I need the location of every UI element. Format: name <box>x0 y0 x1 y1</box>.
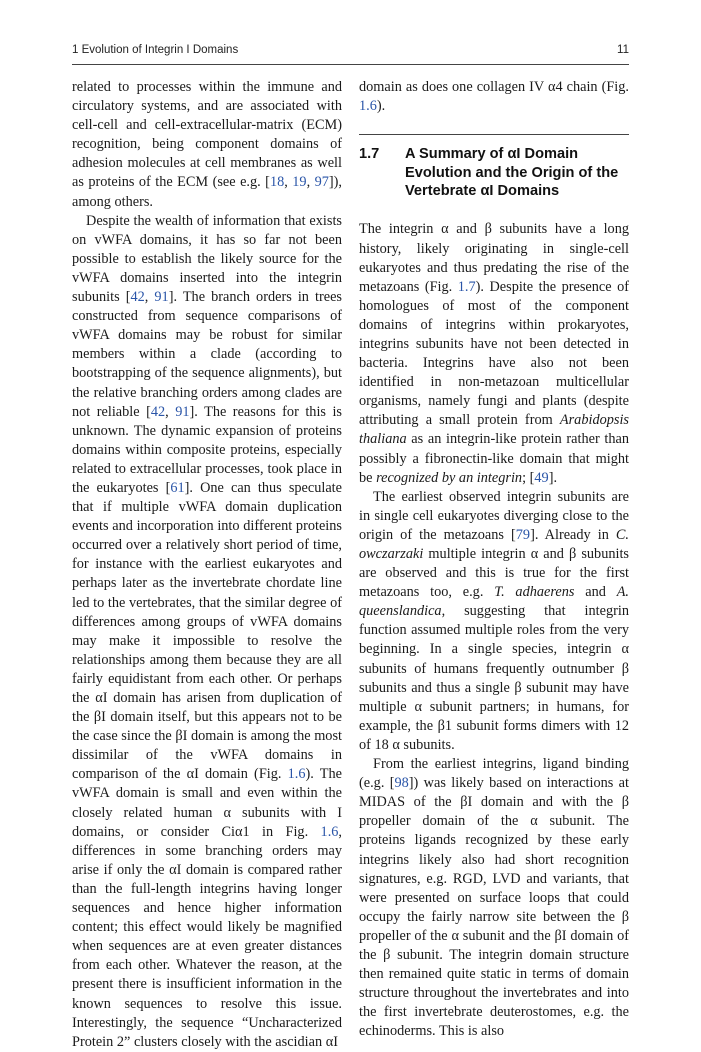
citation-link[interactable]: 42 <box>150 403 166 420</box>
section-rule <box>359 134 629 135</box>
citation-link[interactable]: 42 <box>130 289 145 306</box>
text-run: , <box>306 174 315 191</box>
text-run: domain as does one collagen IV α4 chain (Fig. <box>359 79 629 95</box>
section-number: 1.7 <box>359 146 380 163</box>
text-run: The earliest observed integrin subunits are in single cell eukaryotes diverging close to the origin of the metazoans [ <box>359 488 629 543</box>
citation-link[interactable]: 97 <box>314 174 329 191</box>
text-run: ]. One can thus speculate that if multiple vWFA domain duplication events and incorporation into different proteins occurred over a relatively short period of time, for instance with the earliest eukaryotes and perhaps later as the invertebrate chordate line led to the vertebrates, that the similar degree of differences among groups of vWFA domains may make it impossible to resolve the relationships among them because they are all fairly equidistant from each other. Or perhaps the αI domain has arisen from duplication of the βI domain itself, but this appears not to be the case since the βI domain is among the most dissimilar of the vWFA domains in comparison of the αI domain (Fig. <box>72 479 343 783</box>
citation-link[interactable]: 1.6 <box>320 823 339 840</box>
text-run: ). Despite the presence of homologues of most of the component domains of integrins within prokaryotes, integrins subunits have not been detected in bacteria. Integrins have also not been identified in non-metazoan multicellular organisms, namely fungi and plants (despite attributing a small protein from <box>359 278 629 429</box>
text-run: multiple integrin α and β subunits are observed and this is true for the first metazoans too, e.g. <box>359 546 629 601</box>
text-run: as an integrin-like protein rather than possibly a fibronectin-like domain that might be <box>359 431 629 486</box>
chapter-title: 1 Evolution of Integrin I Domains <box>72 44 239 56</box>
citation-link[interactable]: 98 <box>394 775 409 792</box>
paragraph <box>359 78 629 116</box>
italic-text: A. queenslandica <box>359 584 629 620</box>
citation-link[interactable]: 91 <box>154 289 169 306</box>
paragraph <box>72 212 342 1052</box>
text-run: , <box>165 403 176 420</box>
text-run: ). <box>376 98 386 115</box>
citation-link[interactable]: 91 <box>175 403 190 420</box>
text-run: ; [ <box>522 469 535 486</box>
citation-link[interactable]: 1.6 <box>287 766 306 783</box>
citation-link[interactable]: 18 <box>269 174 285 191</box>
text-run: ]) was likely based on interactions at MIDAS of the βI domain and with the β propeller domain of the α subunit. The proteins ligands recognized by these early integrins likely also had short recognition signatures, e.g. RGD, LVD and variants, that were presented on surface loops that could occupy the fairly narrow site between the β propeller of the α subunit and the βI domain of the β subunit. The integrin domain structure then remained quite static in terms of domain structure throughout the invertebrates and into the first invertebrate deuterostomes, e.g. the echinoderms. This is also <box>359 775 629 1040</box>
text-run: , differences in some branching orders may arise if only the αI domain is compared rather than the full-length integrins having longer sequences and hence higher information content; this effect would likely be magnified when sequences are at even greater distances from each other. Whatever the reason, at the present there is insufficient information in the known sequences to resolve this issue. Interestingly, the sequence “Uncharacterized Protein 2” clusters closely with the ascidian αI <box>72 823 342 1050</box>
page-number: 11 <box>617 44 629 56</box>
section-title: A Summary of αI Domain Evolution and the Origin of the Vertebrate αI Domains <box>405 146 619 199</box>
text-run: ). The vWFA domain is small and even within the closely related human α subunits with I domains, or consider Ciα1 in Fig. <box>72 766 342 840</box>
text-run: , <box>144 289 155 306</box>
text-run: ]. <box>548 469 558 486</box>
text-run: , suggesting that integrin function assumed multiple roles from the very beginning. In a single species, integrin α subunits of humans frequently outnumber β subunits and thus a single β subunit may have multiple α subunit partners; in humans, for example, the β1 subunit forms dimers with 12 of 18 α subunits. <box>359 603 629 753</box>
text-run: ]), among others. <box>72 174 342 210</box>
paragraph <box>359 220 629 487</box>
text-run: related to processes within the immune and circulatory systems, and are associated with cell-cell and cell-extracellular-matrix (ECM) recognition, being component domains of adhesion molecules at cell membranes as well as proteins of the ECM (see e.g. [ <box>72 79 342 191</box>
paragraph <box>359 488 629 755</box>
section-heading <box>359 145 629 200</box>
italic-text: Arabidopsis thaliana <box>359 412 629 448</box>
paragraph <box>359 755 629 1041</box>
left-column <box>72 78 342 1052</box>
citation-link[interactable]: 79 <box>515 526 531 543</box>
italic-text: T. adhaerens <box>494 584 575 601</box>
running-head <box>72 44 629 62</box>
citation-link[interactable]: 1.6 <box>359 98 377 115</box>
right-column <box>359 78 629 1041</box>
italic-text: recognized by an integrin <box>376 469 523 486</box>
text-run: Despite the wealth of information that exists on vWFA domains, it has so far not been possible to establish the likely source for the vWFA domains inserted into the integrin subunits [ <box>72 212 342 306</box>
citation-link[interactable]: 61 <box>170 479 185 496</box>
italic-text: C. owczarzaki <box>359 526 630 562</box>
citation-link[interactable]: 49 <box>534 469 549 486</box>
paragraph <box>72 78 342 212</box>
citation-link[interactable]: 1.7 <box>457 278 476 295</box>
text-run: ]. Already in <box>530 526 616 543</box>
text-run: , <box>284 174 293 191</box>
text-run: The integrin α and β subunits have a long history, likely originating in single-cell eukaryotes and thus predating the rise of the metazoans (Fig. <box>359 221 629 295</box>
text-run: ]. The branch orders in trees constructed from sequence comparisons of vWFA domains may be robust for similar members within a clade (according to bootstrapping of the sequence alignments), but the relative branching orders among clades are not reliable [ <box>72 289 342 420</box>
text-run: and <box>574 584 617 601</box>
header-rule <box>72 64 629 65</box>
citation-link[interactable]: 19 <box>292 174 307 191</box>
text-run: From the earliest integrins, ligand binding (e.g. [ <box>359 756 629 792</box>
text-run: ]. The reasons for this is unknown. The dynamic expansion of proteins domains within composite proteins, especially related to extracellular processes, took place in the eukaryotes [ <box>72 403 342 496</box>
